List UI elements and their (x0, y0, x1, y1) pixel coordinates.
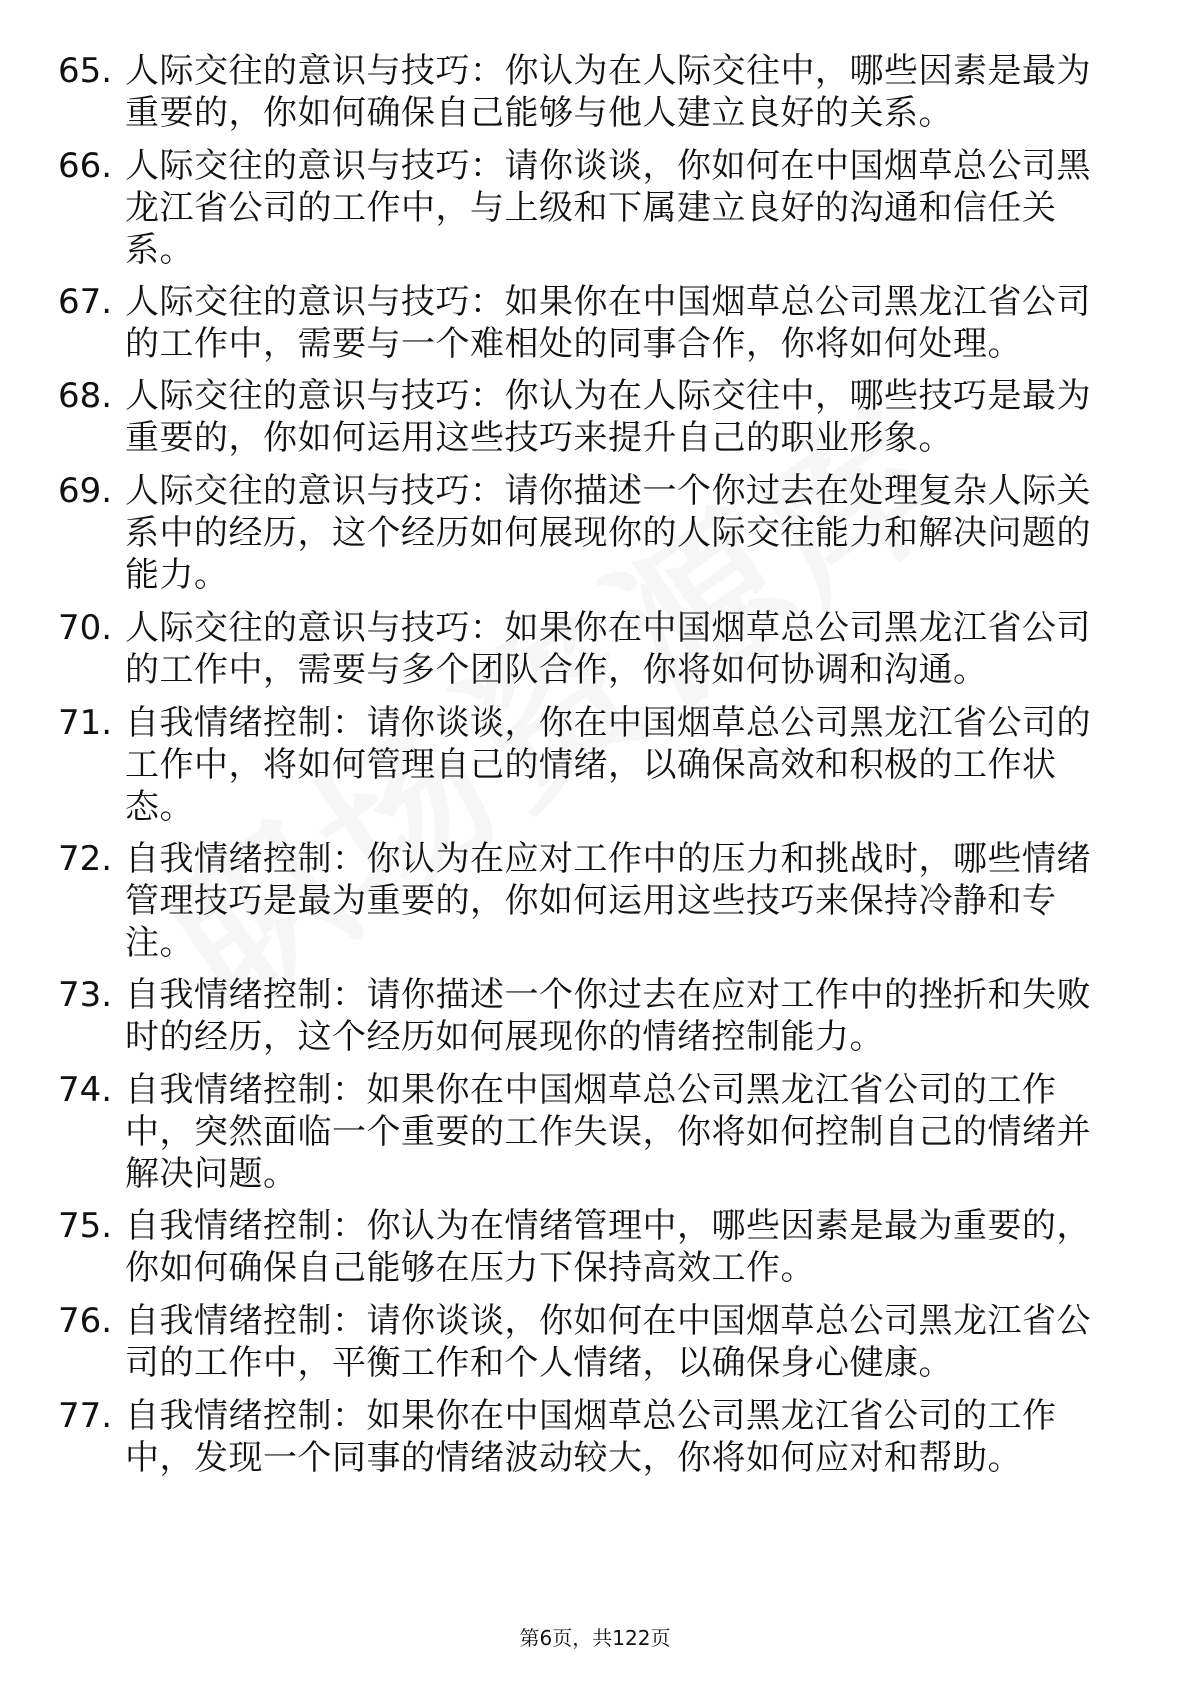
question-item-76 (58, 1300, 1108, 1384)
question-number: 75. (58, 1206, 113, 1246)
question-text: 人际交往的意识与技巧：你认为在人际交往中，哪些因素是最为重要的，你如何确保自己能够与他人建立良好的关系。 (125, 51, 1091, 133)
question-number: 65. (58, 51, 113, 91)
question-item-74 (58, 1069, 1108, 1195)
question-text: 人际交往的意识与技巧：你认为在人际交往中，哪些技巧是最为重要的，你如何运用这些技巧来提升自己的职业形象。 (125, 376, 1091, 458)
question-number: 69. (58, 471, 113, 511)
question-number: 77. (58, 1396, 113, 1436)
question-text: 自我情绪控制：请你谈谈，你如何在中国烟草总公司黑龙江省公司的工作中，平衡工作和个人情绪，以确保身心健康。 (125, 1301, 1091, 1383)
question-item-68 (58, 375, 1108, 459)
question-item-67 (58, 281, 1108, 365)
question-item-73 (58, 974, 1108, 1058)
page-footer: 第6页，共122页 (519, 1626, 671, 1650)
question-text: 自我情绪控制：如果你在中国烟草总公司黑龙江省公司的工作中，发现一个同事的情绪波动较大，你将如何应对和帮助。 (125, 1396, 1057, 1478)
question-text: 人际交往的意识与技巧：如果你在中国烟草总公司黑龙江省公司的工作中，需要与多个团队合作，你将如何协调和沟通。 (125, 608, 1091, 690)
question-item-70 (58, 607, 1108, 691)
question-number: 74. (58, 1070, 113, 1110)
question-number: 68. (58, 376, 113, 416)
question-item-66 (58, 145, 1108, 271)
question-text: 自我情绪控制：你认为在情绪管理中，哪些因素是最为重要的，你如何确保自己能够在压力下保持高效工作。 (125, 1206, 1091, 1288)
question-number: 70. (58, 608, 113, 648)
question-number: 76. (58, 1301, 113, 1341)
question-item-69 (58, 470, 1108, 596)
question-item-77 (58, 1395, 1108, 1479)
question-text: 人际交往的意识与技巧：请你谈谈，你如何在中国烟草总公司黑龙江省公司的工作中，与上级和下属建立良好的沟通和信任关系。 (125, 146, 1091, 270)
question-text: 自我情绪控制：你认为在应对工作中的压力和挑战时，哪些情绪管理技巧是最为重要的，你如何运用这些技巧来保持冷静和专注。 (125, 839, 1091, 963)
question-text: 自我情绪控制：请你谈谈，你在中国烟草总公司黑龙江省公司的工作中，将如何管理自己的情绪，以确保高效和积极的工作状态。 (125, 703, 1091, 827)
question-number: 73. (58, 975, 113, 1015)
question-number: 67. (58, 282, 113, 322)
question-text: 人际交往的意识与技巧：如果你在中国烟草总公司黑龙江省公司的工作中，需要与一个难相处的同事合作，你将如何处理。 (125, 282, 1091, 364)
question-item-72 (58, 838, 1108, 964)
question-item-75 (58, 1205, 1108, 1289)
question-number: 72. (58, 839, 113, 879)
question-text: 自我情绪控制：如果你在中国烟草总公司黑龙江省公司的工作中，突然面临一个重要的工作失误，你将如何控制自己的情绪并解决问题。 (125, 1070, 1091, 1194)
question-item-65 (58, 50, 1108, 134)
question-text: 自我情绪控制：请你描述一个你过去在应对工作中的挫折和失败时的经历，这个经历如何展现你的情绪控制能力。 (125, 975, 1091, 1057)
question-number: 66. (58, 146, 113, 186)
question-text: 人际交往的意识与技巧：请你描述一个你过去在处理复杂人际关系中的经历，这个经历如何展现你的人际交往能力和解决问题的能力。 (125, 471, 1091, 595)
question-number: 71. (58, 703, 113, 743)
question-item-71 (58, 702, 1108, 828)
